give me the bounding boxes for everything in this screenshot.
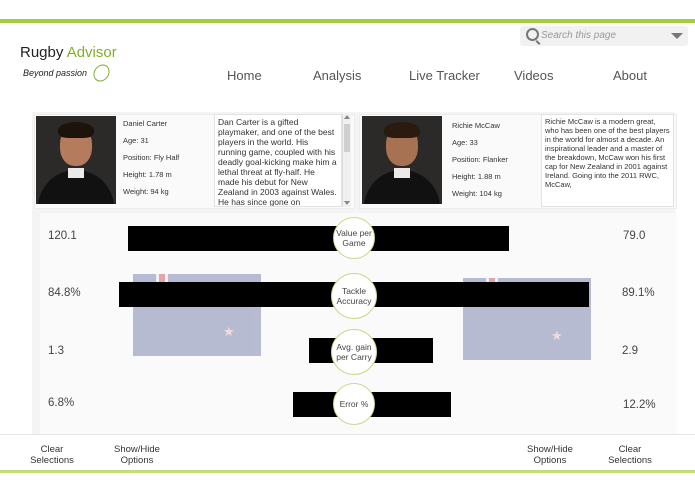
- player-bio-left[interactable]: Dan Carter is a gifted playmaker, and one of the best players in the world. His running game, coupled with his deadly goal-kicking make him a lethal threat at fly-half. He made his debut for New Zealand in 2003 against Wales. He has since gone on: [214, 114, 342, 207]
- stat-label-badge: Avg. gain per Carry: [331, 329, 377, 375]
- scroll-thumb[interactable]: [344, 124, 350, 152]
- player-photo-left: [36, 116, 116, 204]
- stat-right-value: 79.0: [623, 230, 646, 242]
- nav-analysis[interactable]: Analysis: [313, 68, 362, 83]
- player-weight: Weight: 94 kg: [123, 187, 169, 196]
- stat-left-value: 120.1: [48, 230, 77, 242]
- logo[interactable]: [20, 44, 117, 78]
- player-name: Richie McCaw: [452, 121, 500, 130]
- stat-left-value: 84.8%: [48, 287, 81, 299]
- show-hide-options-right-button[interactable]: Show/Hide Options: [527, 444, 573, 466]
- player-info-right: [452, 117, 508, 202]
- chevron-down-icon[interactable]: [671, 33, 683, 39]
- player-age: Age: 31: [123, 136, 149, 145]
- stat-label-badge: Error %: [333, 383, 375, 425]
- brand-tagline: Beyond passion: [23, 68, 88, 78]
- stat-label-badge: Tackle Accuracy: [331, 273, 377, 319]
- player-weight: Weight: 104 kg: [452, 189, 502, 198]
- stat-label-badge: Value per Game: [333, 217, 375, 259]
- nz-flag-left: ★: [133, 274, 261, 356]
- scroll-up-icon[interactable]: [344, 115, 350, 119]
- player-name: Daniel Carter: [123, 119, 168, 128]
- player-bio-right[interactable]: Richie McCaw is a modern great, who has been one of the best players in the world for almost a decade. An inspirational leader and a master of the breakdown, McCaw won his first cap for New Zealand in 2001 against Ireland. Going into the 2011 RWC, McCaw,: [541, 114, 674, 207]
- stat-right-value: 12.2%: [623, 399, 656, 411]
- player-height: Height: 1.78 m: [123, 170, 172, 179]
- clear-selections-left-button[interactable]: Clear Selections: [30, 444, 74, 466]
- top-accent-bar: [0, 19, 695, 23]
- stat-left-value: 1.3: [48, 345, 64, 357]
- stat-bar: [128, 226, 509, 251]
- search-box[interactable]: [520, 26, 688, 46]
- rugby-ball-icon: [90, 61, 113, 84]
- stat-right-value: 2.9: [622, 345, 638, 357]
- nav-videos[interactable]: Videos: [514, 68, 554, 83]
- nav-home[interactable]: Home: [227, 68, 262, 83]
- scroll-down-icon[interactable]: [344, 201, 350, 205]
- search-input[interactable]: [541, 28, 661, 43]
- player-height: Height: 1.88 m: [452, 172, 501, 181]
- nav-live-tracker[interactable]: Live Tracker: [409, 68, 480, 83]
- nav-about[interactable]: About: [613, 68, 647, 83]
- player-age: Age: 33: [452, 138, 478, 147]
- player-position: Position: Fly Half: [123, 153, 180, 162]
- stat-right-value: 89.1%: [622, 287, 655, 299]
- clear-selections-right-button[interactable]: Clear Selections: [608, 444, 652, 466]
- show-hide-options-left-button[interactable]: Show/Hide Options: [114, 444, 160, 466]
- search-icon: [526, 28, 539, 41]
- player-photo-right: [362, 116, 442, 204]
- footer-divider: [0, 434, 695, 435]
- player-info-left: [123, 115, 179, 200]
- nz-flag-right: ★: [463, 278, 591, 360]
- bottom-accent-bar: [0, 470, 695, 473]
- stat-left-value: 6.8%: [48, 397, 75, 409]
- bio-scrollbar[interactable]: [342, 114, 351, 207]
- player-position: Position: Flanker: [452, 155, 508, 164]
- brand-name: Rugby Advisor: [20, 44, 117, 61]
